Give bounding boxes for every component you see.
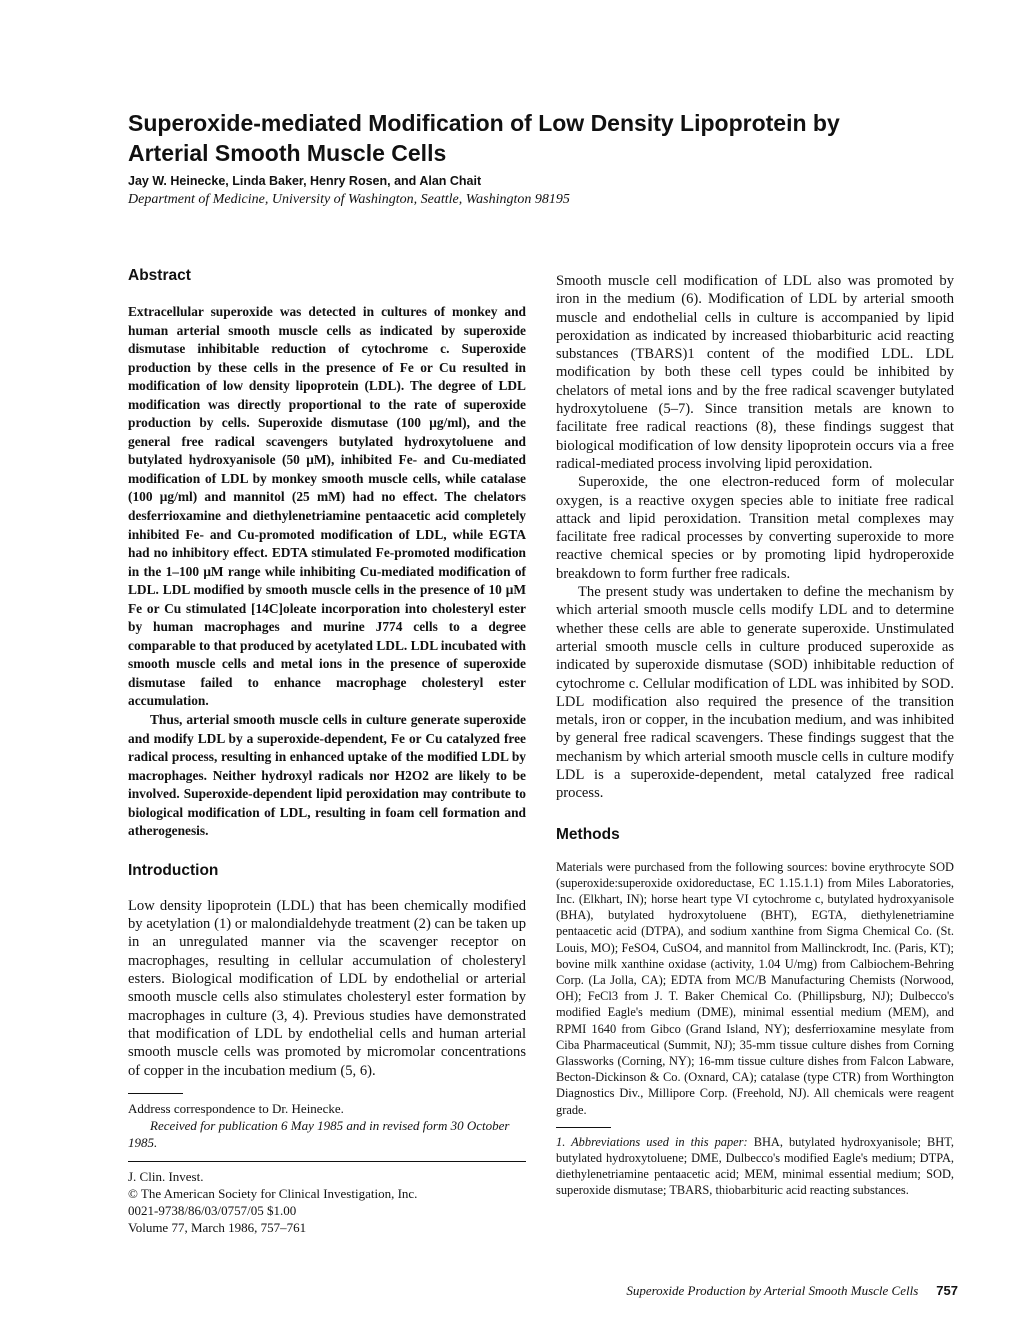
abbreviation-footnote — [556, 1134, 954, 1199]
issn-line: 0021-9738/86/03/0757/05 $1.00 — [128, 1202, 297, 1218]
author-affiliation: Department of Medicine, University of Washington, Seattle, Washington 98195 — [128, 192, 570, 207]
methods-paragraph-1: Materials were purchased from the following sources: bovine erythrocyte SOD (superoxide:superoxide oxidoreductase, EC 1.15.1.1) from Miles Laboratories, Inc. (Elkhart, IN); horse heart type VI cytochrome c, butylated hydroxyanisole (BHA), butylated hydroxytoluene (BHT), EGTA, diethylenetriamine pentaacetic acid (DTPA), and sodium xanthine from Sigma Chemical Co. (St. Louis, MO); FeSO4, CuSO4, and mannitol from Mallinckrodt, Inc. (Paris, KT); bovine milk xanthine oxidase (activity, 1.04 U/mg) from Calbiochem-Behring Corp. (La Jolla, CA); EDTA from MC/B Manufacturing Chemists (Norwood, OH); FeCl3 from J. T. Baker Chemical Co. (Phillipsburg, NJ); Dulbecco's modified Eagle's medium (DME), minimal essential medium (MEM), and RPMI 1640 from Gibco (Grand Island, NY); desferrioxamine mesylate from Ciba Pharmaceutical (Summit, NJ); 35-mm tissue culture dishes from Corning Glassworks (Corning, NY); 16-mm tissue culture dishes from Falcon Labware, Becton-Dickinson & Co. (Oxnard, CA); catalase (type CTR) from Worthington Diagnostics Div., Millipore Corp. (Freehold, NJ). All chemicals were reagent grade. — [556, 859, 954, 1117]
page-number: 757 — [936, 1283, 958, 1298]
introduction-heading: Introduction — [128, 861, 219, 879]
running-footer-title: Superoxide Production by Arterial Smooth Muscle Cells — [626, 1283, 919, 1298]
correspondence-note: Address correspondence to Dr. Heinecke. — [128, 1100, 344, 1116]
abstract-paragraph-2: Thus, arterial smooth muscle cells in culture generate superoxide and modify LDL by a superoxide-dependent, Fe or Cu catalyzed free radical process, resulting in enhanced uptake of the modified LDL by macrophages. Neither hydroxyl radicals nor H2O2 are likely to be involved. Superoxide-dependent lipid peroxidation may contribute to biological modification of LDL, resulting in foam cell formation and atherogenesis. — [128, 712, 526, 839]
introduction-paragraph-2: Smooth muscle cell modification of LDL also was promoted by iron in the medium (6). Modification of LDL by arterial smooth muscle and endothelial cells in culture is accompanied by lipid peroxidation as indicated by increased thiobarbituric acid reacting substances (TBARS)1 content of the modified LDL. LDL modification by both these cell types could be inhibited by chelators of metal ions and by the free radical scavenger butylated hydroxytoluene (5–7). Since transition metals are known to facilitate free radical reactions (8), these findings suggest that biological modification of low density lipoprotein occurs via a free radical-mediated process involving lipid peroxidation. — [556, 273, 954, 472]
running-footer — [560, 1282, 958, 1300]
abstract-heading: Abstract — [128, 267, 191, 284]
received-note: Received for publication 6 May 1985 and in revised form 30 October 1985. — [128, 1117, 510, 1150]
introduction-paragraph-1: Low density lipoprotein (LDL) that has been chemically modified by acetylation (1) or malondialdehyde treatment (2) can be taken up in an unregulated manner via the scavenger receptor on macrophages, resulting in cellular accumulation of cholesteryl esters. Biological modification of LDL by endothelial or arterial smooth muscle cells also stimulates cholesteryl ester formation by macrophages in culture (3, 4). Previous studies have demonstrated that modification of LDL by endothelial cells and human arterial smooth muscle cells was promoted by micromolar concentrations of copper in the incubation medium (5, 6). — [128, 897, 526, 1079]
abstract-paragraph-1: Extracellular superoxide was detected in cultures of monkey and human arterial smooth muscle cells as indicated by superoxide dismutase inhibitable reduction of cytochrome c. Superoxide production by these cells in the presence of Fe or Cu resulted in modification of low density lipoprotein (LDL). The degree of LDL modification was directly proportional to the rate of superoxide production by cells. Superoxide dismutase (100 μg/ml), and the general free radical scavengers butylated hydroxytoluene and butylated hydroxyanisole (50 μM), inhibited Fe- and Cu-mediated modification of LDL by monkey smooth muscle cells, while catalase (100 μg/ml) and mannitol (25 mM) had no effect. The chelators desferrioxamine and diethylenetriamine pentaacetic acid completely inhibited Fe- and Cu-promoted modification of LDL, while EGTA had no inhibitory effect. EDTA stimulated Fe-promoted modification in the 1–100 μM range while inhibiting Cu-mediated modification of LDL. LDL modified by smooth muscle cells in the presence of 10 μM Fe or Cu stimulated [14C]oleate incorporation into cholesteryl ester by human macrophages and murine J774 cells to a degree comparable to that produced by acetylated LDL. LDL incubated with smooth muscle cells and metal ions in the presence of superoxide dismutase failed to enhance macrophage cholesteryl ester accumulation. — [128, 304, 526, 709]
left-column — [128, 266, 526, 1236]
abbreviation-footnote-text: BHA, butylated hydroxyanisole; BHT, butylated hydroxytoluene; DME, Dulbecco's modified Eagle's medium; DTPA, diethylenetriamine pentaacetic acid; MEM, minimal essential medium; SOD, superoxide dismutase; TBARS, thiobarbituric acid reacting substances. — [556, 1134, 954, 1198]
introduction-paragraph-3: Superoxide, the one electron-reduced form of molecular oxygen, is a reactive oxygen species able to initiate free radical attack and lipid peroxidation. Transition metal complexes may facilitate free radical processes by converting superoxide to more reactive chemical species or by promoting lipid hydroperoxide breakdown to form further free radicals. — [556, 474, 954, 582]
abbreviation-footnote-label: 1. Abbreviations used in this paper: — [556, 1134, 748, 1149]
right-column — [556, 272, 954, 1199]
methods-heading: Methods — [556, 825, 620, 843]
copyright-line: © The American Society for Clinical Investigation, Inc. — [128, 1185, 418, 1201]
article-title: Superoxide-mediated Modification of Low Density Lipoprotein by Arterial Smooth Muscle Cells — [128, 110, 840, 166]
journal-name: J. Clin. Invest. — [128, 1168, 204, 1184]
introduction-paragraph-4: The present study was undertaken to define the mechanism by which arterial smooth muscle cells modify LDL and to determine whether these cells are able to generate superoxide. Unstimulated arterial smooth muscle cells in culture produced superoxide as indicated by superoxide dismutase (SOD) inhibitable reduction of cytochrome c. Cellular modification of LDL was inhibited by SOD. LDL modification also required the presence of the transition metals, iron or copper, in the incubation medium, and was inhibited by general free radical scavengers. These findings suggest that the mechanism by which arterial smooth muscle cells in culture modify LDL is a superoxide-dependent, metal catalyzed free radical process. — [556, 584, 954, 802]
author-list: Jay W. Heinecke, Linda Baker, Henry Rosen, and Alan Chait — [128, 174, 482, 188]
volume-line: Volume 77, March 1986, 757–761 — [128, 1219, 307, 1235]
